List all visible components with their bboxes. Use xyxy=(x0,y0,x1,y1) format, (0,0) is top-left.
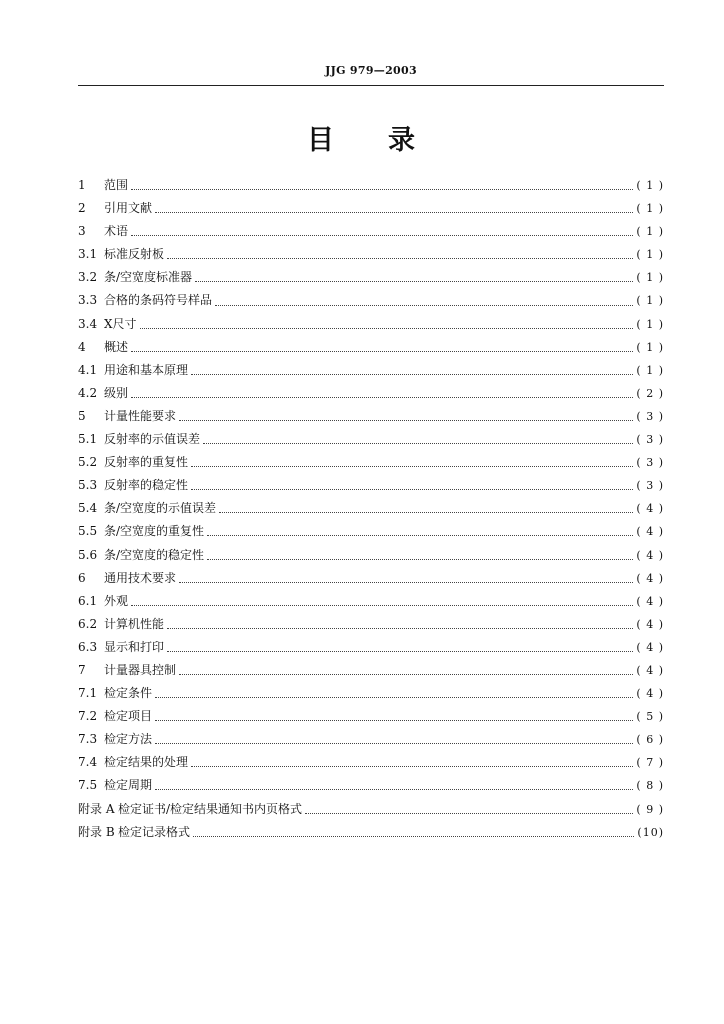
toc-entry-page: ( 4 ) xyxy=(636,594,664,608)
toc-entry-page: ( 3 ) xyxy=(636,433,664,447)
toc-entry xyxy=(78,636,664,659)
toc-entry xyxy=(78,243,664,266)
toc-entry xyxy=(78,382,664,405)
toc-entry-page: ( 1 ) xyxy=(636,317,664,331)
toc-entry xyxy=(78,659,664,682)
toc-entry-label: 检定项目 xyxy=(104,709,153,724)
toc-entry-label: 概述 xyxy=(104,339,129,354)
toc-entry xyxy=(78,590,664,613)
toc-entry-page: ( 3 ) xyxy=(636,479,664,493)
toc-entry xyxy=(78,544,664,567)
toc-entry-number: 5.5 xyxy=(78,524,98,539)
dot-leader xyxy=(167,258,633,259)
toc-entry-number: 5.2 xyxy=(78,455,98,470)
toc-entry-label: 检定记录格式 xyxy=(118,824,191,839)
dot-leader xyxy=(131,351,633,352)
toc-entry-label: 条/空宽度标准器 xyxy=(104,270,193,285)
dot-leader xyxy=(191,374,633,375)
toc-entry-number: 3 xyxy=(78,224,86,239)
toc-entry xyxy=(78,613,664,636)
toc-entry xyxy=(78,428,664,451)
toc-entry-page: ( 7 ) xyxy=(636,756,664,770)
toc-entry-label: 检定结果的处理 xyxy=(104,755,189,770)
dot-leader xyxy=(215,305,633,306)
toc-entry-page: ( 4 ) xyxy=(636,663,664,677)
dot-leader xyxy=(305,813,633,814)
toc-entry-label: 引用文献 xyxy=(104,201,153,216)
toc-entry-label: 通用技术要求 xyxy=(104,570,177,585)
toc-entry-label: 条/空宽度的稳定性 xyxy=(104,547,205,562)
toc-entry-page: ( 4 ) xyxy=(636,571,664,585)
dot-leader xyxy=(131,235,633,236)
toc-entry-page: ( 4 ) xyxy=(636,617,664,631)
toc-entry-label: 检定条件 xyxy=(104,686,153,701)
dot-leader xyxy=(179,420,633,421)
toc-entry-page: ( 3 ) xyxy=(636,456,664,470)
toc-entry-label: 检定方法 xyxy=(104,732,153,747)
toc-entry-number: 1 xyxy=(78,178,86,192)
dot-leader xyxy=(195,281,633,282)
toc-entry-label: 范围 xyxy=(104,178,129,192)
dot-leader xyxy=(131,605,633,606)
toc-entry xyxy=(78,313,664,336)
toc-entry xyxy=(78,359,664,382)
toc-entry-number: 7.1 xyxy=(78,686,98,701)
toc-entry-page: ( 1 ) xyxy=(636,225,664,239)
toc-entry xyxy=(78,405,664,428)
dot-leader xyxy=(155,720,633,721)
toc-entry xyxy=(78,751,664,774)
dot-leader xyxy=(131,397,633,398)
toc-entry xyxy=(78,497,664,520)
toc-entry xyxy=(78,474,664,497)
toc-entry-label: 检定周期 xyxy=(104,778,153,793)
toc-entry-page: ( 1 ) xyxy=(636,271,664,285)
toc-entry-page: ( 4 ) xyxy=(636,502,664,516)
dot-leader xyxy=(167,628,633,629)
toc-entry-number: 6.3 xyxy=(78,639,98,654)
toc-entry-page: ( 3 ) xyxy=(636,409,664,423)
toc-entry-page: ( 1 ) xyxy=(636,248,664,262)
toc-entry-page: ( 9 ) xyxy=(636,802,664,816)
toc-entry-label: 级别 xyxy=(104,385,129,400)
toc-entry-label: 术语 xyxy=(104,224,129,239)
toc-entry-page: ( 6 ) xyxy=(636,733,664,747)
dot-leader xyxy=(155,697,633,698)
toc-entry xyxy=(78,728,664,751)
toc-entry xyxy=(78,821,664,844)
dot-leader xyxy=(207,559,633,560)
dot-leader xyxy=(191,466,633,467)
dot-leader xyxy=(140,328,634,329)
page-title xyxy=(0,118,724,157)
toc-entry xyxy=(78,220,664,243)
toc-entry xyxy=(78,682,664,705)
dot-leader xyxy=(167,651,633,652)
toc-entry-page: ( 8 ) xyxy=(636,779,664,793)
toc-entry-label: 合格的条码符号样品 xyxy=(104,293,213,308)
title-char-right: 录 xyxy=(388,125,417,156)
toc-entry-number: 4 xyxy=(78,339,86,354)
dot-leader xyxy=(207,535,633,536)
toc-entry-label: X尺寸 xyxy=(104,316,137,331)
dot-leader xyxy=(179,674,633,675)
toc-entry-label: 显示和打印 xyxy=(104,639,165,654)
toc-entry-number: 附录 B xyxy=(78,824,115,839)
toc-entry-number: 3.3 xyxy=(78,293,98,308)
toc-entry-label: 反射率的重复性 xyxy=(104,455,189,470)
page-header-code: JJG 979—2003 xyxy=(325,64,417,77)
toc-entry-page: ( 4 ) xyxy=(636,548,664,562)
toc-entry-number: 5.3 xyxy=(78,478,98,493)
toc-entry-label: 计量器具控制 xyxy=(104,662,177,677)
toc-entry xyxy=(78,266,664,289)
toc-entry-label: 用途和基本原理 xyxy=(104,362,189,377)
toc-entry-label: 检定证书/检定结果通知书内页格式 xyxy=(118,801,303,816)
toc-entry-number: 6 xyxy=(78,570,86,585)
toc-entry-label: 外观 xyxy=(104,593,129,608)
toc-entry xyxy=(78,705,664,728)
table-of-contents xyxy=(78,174,664,844)
toc-entry-number: 2 xyxy=(78,201,86,216)
toc-entry-number: 5.1 xyxy=(78,432,98,447)
toc-entry xyxy=(78,567,664,590)
dot-leader xyxy=(155,743,633,744)
dot-leader xyxy=(155,789,633,790)
toc-entry-page: ( 1 ) xyxy=(636,202,664,216)
toc-entry-label: 反射率的稳定性 xyxy=(104,478,189,493)
toc-entry-number: 6.2 xyxy=(78,616,98,631)
toc-entry-page: ( 1 ) xyxy=(636,363,664,377)
toc-entry-page: ( 2 ) xyxy=(636,386,664,400)
toc-entry-number: 5.4 xyxy=(78,501,98,516)
toc-entry-number: 4.2 xyxy=(78,385,98,400)
toc-entry-label: 计算机性能 xyxy=(104,616,165,631)
toc-entry-page: ( 1 ) xyxy=(636,179,664,192)
dot-leader xyxy=(179,582,633,583)
toc-entry xyxy=(78,174,664,197)
toc-entry xyxy=(78,520,664,543)
toc-entry-page: ( 4 ) xyxy=(636,687,664,701)
toc-entry-number: 3.2 xyxy=(78,270,98,285)
toc-entry-page: ( 4 ) xyxy=(636,640,664,654)
toc-entry-label: 条/空宽度的示值误差 xyxy=(104,501,217,516)
dot-leader xyxy=(203,443,633,444)
toc-entry-number: 附录 A xyxy=(78,801,115,816)
dot-leader xyxy=(131,189,633,190)
dot-leader xyxy=(193,836,634,837)
dot-leader xyxy=(219,512,633,513)
toc-entry xyxy=(78,289,664,312)
toc-entry-page: ( 4 ) xyxy=(636,525,664,539)
toc-entry-number: 6.1 xyxy=(78,593,98,608)
toc-entry-page: (10) xyxy=(637,825,664,839)
toc-entry-label: 条/空宽度的重复性 xyxy=(104,524,205,539)
toc-entry-number: 3.4 xyxy=(78,316,98,331)
header-rule xyxy=(78,85,664,86)
title-char-left: 目 xyxy=(307,125,336,156)
toc-entry xyxy=(78,451,664,474)
toc-entry-page: ( 1 ) xyxy=(636,340,664,354)
toc-entry-number: 5.6 xyxy=(78,547,98,562)
toc-entry xyxy=(78,336,664,359)
toc-entry-number: 7.3 xyxy=(78,732,98,747)
toc-entry-number: 7.4 xyxy=(78,755,98,770)
toc-entry-page: ( 5 ) xyxy=(636,710,664,724)
toc-entry xyxy=(78,774,664,797)
dot-leader xyxy=(191,489,633,490)
toc-entry-page: ( 1 ) xyxy=(636,294,664,308)
toc-entry-label: 计量性能要求 xyxy=(104,408,177,423)
dot-leader xyxy=(191,766,633,767)
toc-entry-number: 3.1 xyxy=(78,247,98,262)
toc-entry-number: 7 xyxy=(78,662,86,677)
toc-entry-number: 7.5 xyxy=(78,778,98,793)
toc-entry-label: 标准反射板 xyxy=(104,247,165,262)
toc-entry xyxy=(78,798,664,821)
toc-entry-number: 5 xyxy=(78,408,86,423)
dot-leader xyxy=(155,212,633,213)
toc-entry-number: 7.2 xyxy=(78,709,98,724)
toc-entry-number: 4.1 xyxy=(78,362,98,377)
toc-entry-label: 反射率的示值误差 xyxy=(104,432,201,447)
toc-entry xyxy=(78,197,664,220)
